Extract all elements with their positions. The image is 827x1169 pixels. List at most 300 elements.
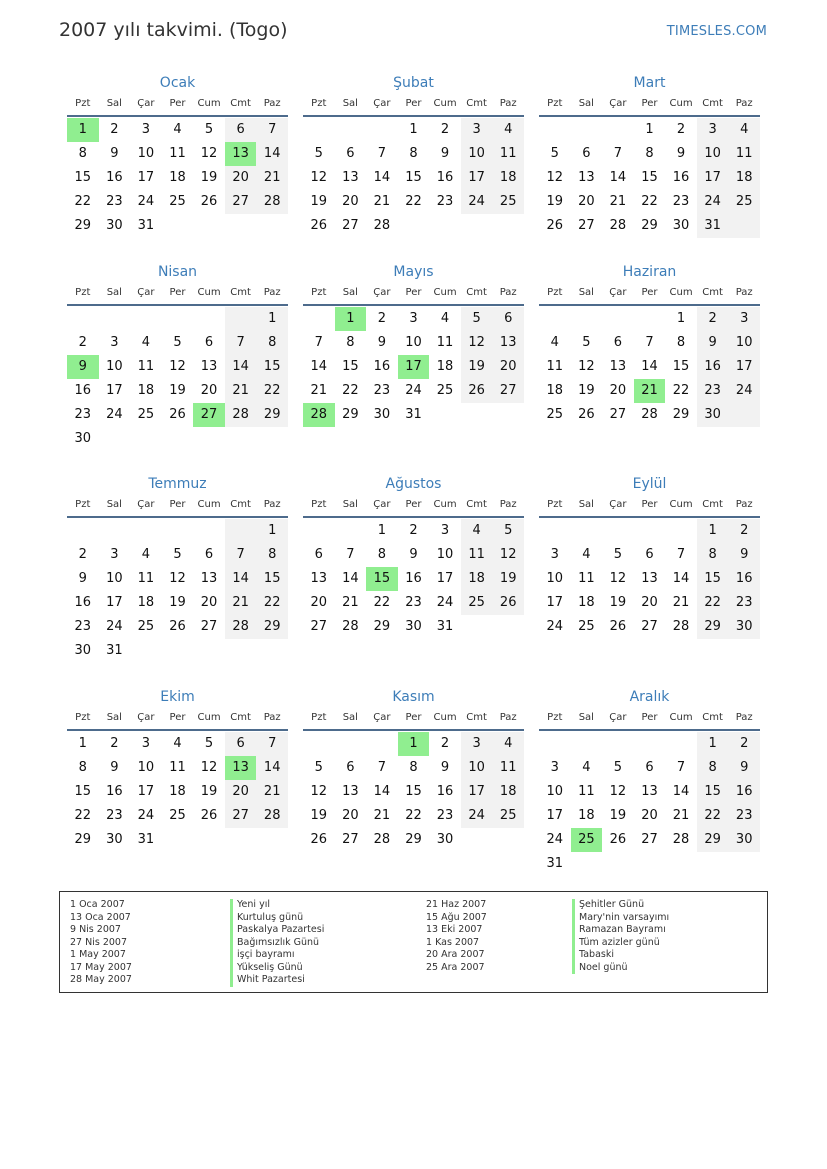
day-cell: 13 <box>200 359 218 374</box>
day-cell: 4 <box>582 760 591 775</box>
day-cell: 23 <box>74 619 92 634</box>
day-cell: 21 <box>232 595 249 610</box>
day-cell: 18 <box>578 808 595 823</box>
holiday-day-cell: 1 <box>335 307 367 331</box>
day-cell: 20 <box>641 808 658 823</box>
day-cell: 27 <box>499 383 517 398</box>
day-cell: 5 <box>173 335 182 350</box>
day-cell: 16 <box>106 170 123 185</box>
holiday-date: 13 Oca 2007 <box>70 911 131 923</box>
day-cell: 3 <box>141 736 151 751</box>
weekday-label: Çar <box>373 712 391 723</box>
day-cell: 21 <box>310 383 328 398</box>
header-rule <box>539 729 760 731</box>
day-cell: 30 <box>704 407 721 422</box>
day-cell: 9 <box>440 146 450 161</box>
holiday-date: 15 Ağu 2007 <box>426 911 487 923</box>
day-cell: 24 <box>436 595 454 610</box>
weekday-label: Sal <box>578 287 594 298</box>
day-cell: 12 <box>200 146 218 161</box>
day-cell: 27 <box>342 218 359 233</box>
day-cell: 6 <box>314 547 323 562</box>
weekday-label: Çar <box>609 287 627 298</box>
day-cell: 6 <box>346 146 355 161</box>
day-cell: 15 <box>641 170 658 185</box>
day-cell: 23 <box>672 194 690 209</box>
day-cell: 1 <box>78 736 87 751</box>
day-cell: 16 <box>74 595 92 610</box>
day-cell: 8 <box>645 146 654 161</box>
day-cell: 16 <box>672 170 690 185</box>
month-name: Mart <box>633 75 666 91</box>
day-cell: 17 <box>546 808 564 823</box>
day-cell: 13 <box>342 784 359 799</box>
weekday-label: Cum <box>669 499 693 510</box>
day-cell: 18 <box>499 784 517 799</box>
day-cell: 30 <box>106 218 123 233</box>
holiday-date: 1 Oca 2007 <box>70 899 125 910</box>
day-cell: 22 <box>74 194 92 209</box>
day-cell: 11 <box>169 760 186 775</box>
day-cell: 1 <box>676 311 686 326</box>
day-cell: 2 <box>377 311 387 326</box>
day-cell: 5 <box>613 760 623 775</box>
day-cell: 10 <box>405 335 422 350</box>
month-name: Haziran <box>622 264 677 280</box>
day-cell: 2 <box>676 122 686 137</box>
day-cell: 26 <box>310 218 328 233</box>
month-name: Kasım <box>392 689 435 705</box>
day-cell: 14 <box>232 359 249 374</box>
day-cell: 22 <box>704 808 721 823</box>
month-name: Mayıs <box>393 264 434 280</box>
holiday-day-cell: 15 <box>366 567 398 591</box>
day-cell: 11 <box>137 571 155 586</box>
holiday-day-cell: 17 <box>398 355 430 379</box>
day-cell: 26 <box>468 383 485 398</box>
weekday-label: Pzt <box>75 98 91 109</box>
day-cell: 9 <box>110 760 119 775</box>
weekday-label: Çar <box>609 712 627 723</box>
day-cell: 11 <box>499 146 517 161</box>
day-cell: 3 <box>550 760 559 775</box>
day-cell: 21 <box>263 784 281 799</box>
day-cell: 20 <box>641 595 658 610</box>
brand-link[interactable]: TIMESLES.COM <box>666 24 767 39</box>
weekday-label: Sal <box>342 712 358 723</box>
day-cell: 11 <box>578 571 595 586</box>
weekday-label: Çar <box>373 98 391 109</box>
day-cell: 5 <box>582 335 591 350</box>
weekday-label: Pzt <box>311 287 327 298</box>
day-cell: 12 <box>499 547 517 562</box>
day-cell: 14 <box>672 784 690 799</box>
header-rule <box>303 304 524 306</box>
weekday-label: Per <box>405 98 422 109</box>
day-cell: 14 <box>373 170 391 185</box>
day-cell: 23 <box>735 595 753 610</box>
weekday-label: Per <box>405 287 422 298</box>
weekday-label: Cum <box>433 98 457 109</box>
day-cell: 7 <box>236 335 245 350</box>
day-cell: 12 <box>310 170 328 185</box>
day-cell: 14 <box>641 359 658 374</box>
day-cell: 11 <box>436 335 454 350</box>
day-cell: 1 <box>645 122 654 137</box>
day-cell: 18 <box>169 784 186 799</box>
weekday-label: Sal <box>578 98 594 109</box>
day-cell: 26 <box>546 218 564 233</box>
day-cell: 10 <box>106 359 123 374</box>
day-cell: 13 <box>641 784 658 799</box>
day-cell: 16 <box>405 571 422 586</box>
page-title: 2007 yılı takvimi. (Togo) <box>59 19 288 41</box>
day-cell: 13 <box>609 359 627 374</box>
weekday-label: Cmt <box>466 98 487 109</box>
weekday-label: Sal <box>578 499 594 510</box>
day-cell: 3 <box>110 547 119 562</box>
day-cell: 4 <box>141 335 151 350</box>
day-cell: 25 <box>436 383 454 398</box>
day-cell: 3 <box>409 311 418 326</box>
day-cell: 24 <box>106 407 123 422</box>
day-cell: 12 <box>169 571 186 586</box>
day-cell: 22 <box>263 595 281 610</box>
day-cell: 14 <box>342 571 359 586</box>
holiday-date: 27 Nis 2007 <box>70 936 127 948</box>
weekday-label: Paz <box>735 287 753 298</box>
day-cell: 3 <box>472 736 481 751</box>
header-rule <box>67 304 288 306</box>
day-cell: 19 <box>499 571 517 586</box>
day-cell: 23 <box>373 383 391 398</box>
day-cell: 19 <box>169 595 186 610</box>
holiday-day-cell: 25 <box>571 828 603 852</box>
weekday-label: Sal <box>106 499 122 510</box>
day-cell: 12 <box>468 335 485 350</box>
weekday-label: Per <box>641 287 658 298</box>
holiday-date: 20 Ara 2007 <box>426 949 485 960</box>
day-cell: 26 <box>609 832 627 847</box>
day-cell: 13 <box>342 170 359 185</box>
day-cell: 6 <box>582 146 591 161</box>
day-cell: 16 <box>735 571 753 586</box>
day-cell: 10 <box>436 547 454 562</box>
day-cell: 29 <box>263 619 281 634</box>
day-cell: 25 <box>735 194 753 209</box>
day-cell: 23 <box>405 595 422 610</box>
day-cell: 5 <box>550 146 559 161</box>
day-cell: 29 <box>342 407 359 422</box>
day-cell: 6 <box>504 311 513 326</box>
day-cell: 22 <box>672 383 690 398</box>
day-cell: 20 <box>499 359 517 374</box>
weekday-label: Cum <box>433 712 457 723</box>
weekday-label: Pzt <box>311 712 327 723</box>
weekday-label: Pzt <box>547 98 563 109</box>
day-cell: 2 <box>110 122 119 137</box>
day-cell: 29 <box>641 218 658 233</box>
day-cell: 25 <box>137 619 155 634</box>
day-cell: 30 <box>436 832 454 847</box>
day-cell: 17 <box>468 170 485 185</box>
day-cell: 10 <box>137 760 155 775</box>
weekday-label: Cmt <box>466 287 487 298</box>
day-cell: 18 <box>436 359 454 374</box>
day-cell: 5 <box>314 146 323 161</box>
day-cell: 17 <box>704 170 721 185</box>
day-cell: 28 <box>373 832 391 847</box>
weekday-label: Paz <box>263 499 281 510</box>
day-cell: 27 <box>342 832 359 847</box>
day-cell: 19 <box>200 170 218 185</box>
weekday-label: Per <box>641 712 658 723</box>
day-cell: 14 <box>263 146 281 161</box>
day-cell: 1 <box>708 736 717 751</box>
weekday-label: Paz <box>735 98 753 109</box>
month-name: Nisan <box>157 264 198 280</box>
weekday-label: Cum <box>197 98 221 109</box>
day-cell: 1 <box>409 122 418 137</box>
day-cell: 8 <box>78 760 87 775</box>
day-cell: 29 <box>704 832 721 847</box>
day-cell: 18 <box>137 383 155 398</box>
day-cell: 21 <box>373 808 391 823</box>
day-cell: 30 <box>74 643 92 658</box>
day-cell: 11 <box>169 146 186 161</box>
holiday-day-cell: 21 <box>634 379 666 403</box>
day-cell: 7 <box>676 760 686 775</box>
day-cell: 16 <box>74 383 92 398</box>
day-cell: 17 <box>137 784 155 799</box>
day-cell: 4 <box>472 523 481 538</box>
day-cell: 3 <box>740 311 749 326</box>
weekday-label: Çar <box>137 499 155 510</box>
weekday-label: Çar <box>137 287 155 298</box>
day-cell: 29 <box>74 832 92 847</box>
day-cell: 9 <box>110 146 119 161</box>
day-cell: 1 <box>268 523 277 538</box>
day-cell: 16 <box>106 784 123 799</box>
day-cell: 26 <box>200 808 218 823</box>
day-cell: 12 <box>609 784 627 799</box>
day-cell: 7 <box>377 146 387 161</box>
day-cell: 19 <box>609 595 627 610</box>
holiday-date: 13 Eki 2007 <box>426 924 483 935</box>
month-name: Ağustos <box>385 476 442 492</box>
day-cell: 20 <box>232 170 249 185</box>
day-cell: 29 <box>672 407 690 422</box>
day-cell: 9 <box>377 335 387 350</box>
weekday-label: Sal <box>106 712 122 723</box>
day-cell: 18 <box>468 571 485 586</box>
day-cell: 20 <box>342 194 359 209</box>
holiday-day-cell: 28 <box>303 403 335 427</box>
weekday-label: Pzt <box>547 287 563 298</box>
day-cell: 9 <box>740 760 749 775</box>
day-cell: 21 <box>342 595 359 610</box>
day-cell: 12 <box>578 359 595 374</box>
day-cell: 18 <box>137 595 155 610</box>
day-cell: 24 <box>405 383 422 398</box>
day-cell: 10 <box>735 335 753 350</box>
weekday-label: Pzt <box>311 98 327 109</box>
day-cell: 14 <box>263 760 281 775</box>
day-cell: 9 <box>740 547 749 562</box>
day-cell: 22 <box>405 808 422 823</box>
day-cell: 26 <box>169 407 186 422</box>
day-cell: 10 <box>546 784 564 799</box>
day-cell: 17 <box>137 170 155 185</box>
day-cell: 15 <box>263 571 281 586</box>
weekday-label: Paz <box>263 712 281 723</box>
day-cell: 4 <box>582 547 591 562</box>
day-cell: 9 <box>78 571 87 586</box>
weekday-label: Cmt <box>702 712 723 723</box>
day-cell: 23 <box>735 808 753 823</box>
day-cell: 1 <box>268 311 277 326</box>
month-name: Aralık <box>629 689 670 705</box>
day-cell: 16 <box>735 784 753 799</box>
day-cell: 15 <box>405 170 422 185</box>
day-cell: 11 <box>735 146 753 161</box>
day-cell: 16 <box>436 784 454 799</box>
day-cell: 22 <box>342 383 359 398</box>
weekday-label: Cum <box>669 98 693 109</box>
day-cell: 16 <box>704 359 721 374</box>
day-cell: 5 <box>472 311 481 326</box>
day-cell: 22 <box>641 194 658 209</box>
day-cell: 14 <box>373 784 391 799</box>
day-cell: 7 <box>613 146 623 161</box>
holiday-day-cell: 13 <box>225 142 257 166</box>
day-cell: 25 <box>546 407 564 422</box>
weekday-label: Sal <box>106 287 122 298</box>
header-rule <box>67 115 288 117</box>
day-cell: 10 <box>546 571 564 586</box>
weekday-label: Cum <box>197 287 221 298</box>
day-cell: 31 <box>137 832 155 847</box>
day-cell: 15 <box>704 571 721 586</box>
holiday-name: Noel günü <box>572 962 669 975</box>
weekday-label: Sal <box>342 98 358 109</box>
month-name: Şubat <box>393 75 434 91</box>
day-cell: 19 <box>200 784 218 799</box>
day-cell: 4 <box>504 736 513 751</box>
holiday-name: Paskalya Pazartesi <box>230 924 324 937</box>
weekday-label: Cmt <box>466 712 487 723</box>
day-cell: 23 <box>74 407 92 422</box>
day-cell: 9 <box>708 335 717 350</box>
day-cell: 22 <box>74 808 92 823</box>
day-cell: 30 <box>735 619 753 634</box>
day-cell: 25 <box>169 194 186 209</box>
weekday-label: Cmt <box>702 98 723 109</box>
day-cell: 4 <box>504 122 513 137</box>
day-cell: 17 <box>106 383 123 398</box>
month-name: Temmuz <box>148 476 207 492</box>
weekday-label: Pzt <box>75 287 91 298</box>
header-rule <box>303 115 524 117</box>
day-cell: 17 <box>735 359 753 374</box>
header-rule <box>67 516 288 518</box>
weekday-label: Paz <box>499 287 517 298</box>
day-cell: 20 <box>310 595 328 610</box>
day-cell: 28 <box>672 619 690 634</box>
day-cell: 2 <box>740 736 749 751</box>
day-cell: 28 <box>342 619 359 634</box>
weekday-label: Cum <box>433 287 457 298</box>
day-cell: 2 <box>440 122 450 137</box>
weekday-label: Cmt <box>466 499 487 510</box>
weekday-label: Cum <box>197 712 221 723</box>
day-cell: 16 <box>436 170 454 185</box>
holiday-day-cell: 13 <box>225 756 257 780</box>
weekday-label: Per <box>169 287 186 298</box>
day-cell: 2 <box>708 311 717 326</box>
day-cell: 8 <box>676 335 686 350</box>
day-cell: 5 <box>314 760 323 775</box>
day-cell: 17 <box>468 784 485 799</box>
day-cell: 29 <box>74 218 92 233</box>
day-cell: 20 <box>609 383 627 398</box>
day-cell: 19 <box>609 808 627 823</box>
day-cell: 9 <box>409 547 418 562</box>
weekday-label: Paz <box>735 499 753 510</box>
day-cell: 15 <box>263 359 281 374</box>
day-cell: 13 <box>641 571 658 586</box>
day-cell: 7 <box>676 547 686 562</box>
day-cell: 24 <box>468 808 485 823</box>
day-cell: 12 <box>310 784 328 799</box>
day-cell: 28 <box>609 218 627 233</box>
day-cell: 20 <box>200 595 218 610</box>
day-cell: 8 <box>409 760 418 775</box>
day-cell: 5 <box>613 547 623 562</box>
day-cell: 26 <box>200 194 218 209</box>
day-cell: 6 <box>613 335 623 350</box>
header-rule <box>303 729 524 731</box>
day-cell: 5 <box>204 736 214 751</box>
holiday-names-left <box>230 899 324 987</box>
weekday-label: Sal <box>342 499 358 510</box>
day-cell: 25 <box>169 808 186 823</box>
day-cell: 26 <box>499 595 517 610</box>
day-cell: 23 <box>436 194 454 209</box>
day-cell: 25 <box>499 194 517 209</box>
weekday-label: Pzt <box>311 499 327 510</box>
day-cell: 13 <box>499 335 517 350</box>
day-cell: 10 <box>106 571 123 586</box>
day-cell: 12 <box>546 170 564 185</box>
day-cell: 28 <box>672 832 690 847</box>
day-cell: 1 <box>708 523 717 538</box>
holiday-name: işçi bayramı <box>230 949 324 962</box>
day-cell: 17 <box>546 595 564 610</box>
day-cell: 2 <box>740 523 749 538</box>
day-cell: 27 <box>609 407 627 422</box>
day-cell: 3 <box>472 122 481 137</box>
day-cell: 3 <box>708 122 717 137</box>
day-cell: 24 <box>704 194 721 209</box>
day-cell: 23 <box>436 808 454 823</box>
day-cell: 9 <box>440 760 450 775</box>
header-rule <box>539 304 760 306</box>
weekday-label: Sal <box>106 98 122 109</box>
day-cell: 2 <box>440 736 450 751</box>
day-cell: 23 <box>106 194 123 209</box>
day-cell: 15 <box>74 170 92 185</box>
